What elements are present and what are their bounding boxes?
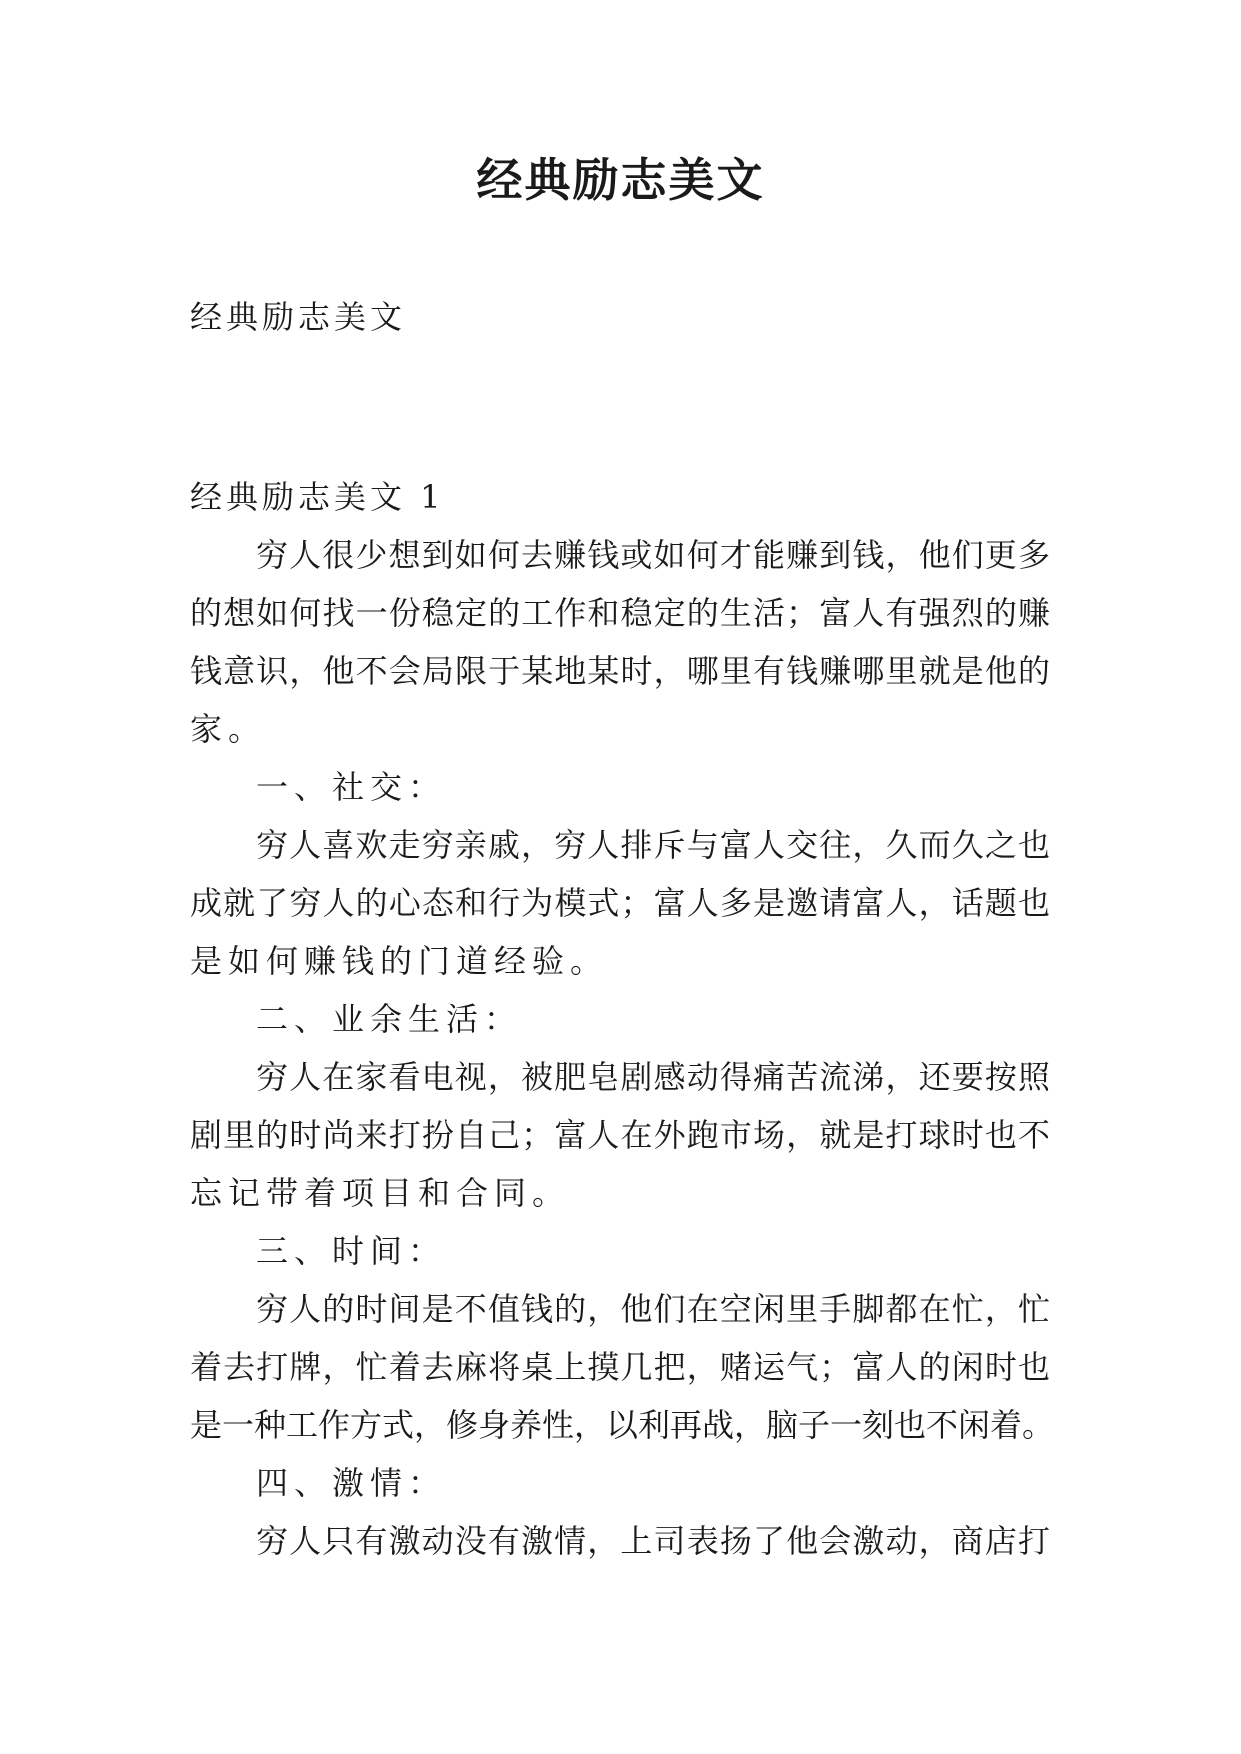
document-body bbox=[190, 468, 1055, 1570]
body-line: 穷人很少想到如何去赚钱或如何才能赚到钱，他们更多 bbox=[256, 536, 1050, 574]
document-title: 经典励志美文 bbox=[476, 153, 765, 207]
body-line: 穷人只有激动没有激情，上司表扬了他会激动，商店打 bbox=[256, 1522, 1050, 1560]
body-line: 家。 bbox=[190, 710, 267, 748]
body-line: 是如何赚钱的门道经验。 bbox=[190, 942, 609, 980]
body-line: 穷人的时间是不值钱的，他们在空闲里手脚都在忙，忙 bbox=[256, 1290, 1050, 1328]
body-line: 剧里的时尚来打扮自己；富人在外跑市场，就是打球时也不 bbox=[190, 1116, 1050, 1154]
body-line: 钱意识，他不会局限于某地某时，哪里有钱赚哪里就是他的 bbox=[190, 652, 1050, 690]
body-line: 成就了穷人的心态和行为模式；富人多是邀请富人，话题也 bbox=[190, 884, 1050, 922]
section-heading: 经典励志美文 1 bbox=[190, 478, 445, 516]
body-line: 是一种工作方式，修身养性，以利再战，脑子一刻也不闲着。 bbox=[190, 1406, 1055, 1444]
body-lines bbox=[190, 526, 1055, 1570]
body-line: 四、激情： bbox=[256, 1464, 447, 1502]
body-line: 一、社交： bbox=[256, 768, 447, 806]
body-line: 二、业余生活： bbox=[256, 1000, 523, 1038]
body-line: 穷人喜欢走穷亲戚，穷人排斥与富人交往，久而久之也 bbox=[256, 826, 1050, 864]
body-line: 忘记带着项目和合同。 bbox=[190, 1174, 571, 1212]
document-subtitle: 经典励志美文 bbox=[190, 298, 407, 336]
body-line: 着去打牌，忙着去麻将桌上摸几把，赌运气；富人的闲时也 bbox=[190, 1348, 1050, 1386]
body-line: 三、时间： bbox=[256, 1232, 447, 1270]
body-line: 的想如何找一份稳定的工作和稳定的生活；富人有强烈的赚 bbox=[190, 594, 1050, 632]
body-line: 穷人在家看电视，被肥皂剧感动得痛苦流涕，还要按照 bbox=[256, 1058, 1050, 1096]
